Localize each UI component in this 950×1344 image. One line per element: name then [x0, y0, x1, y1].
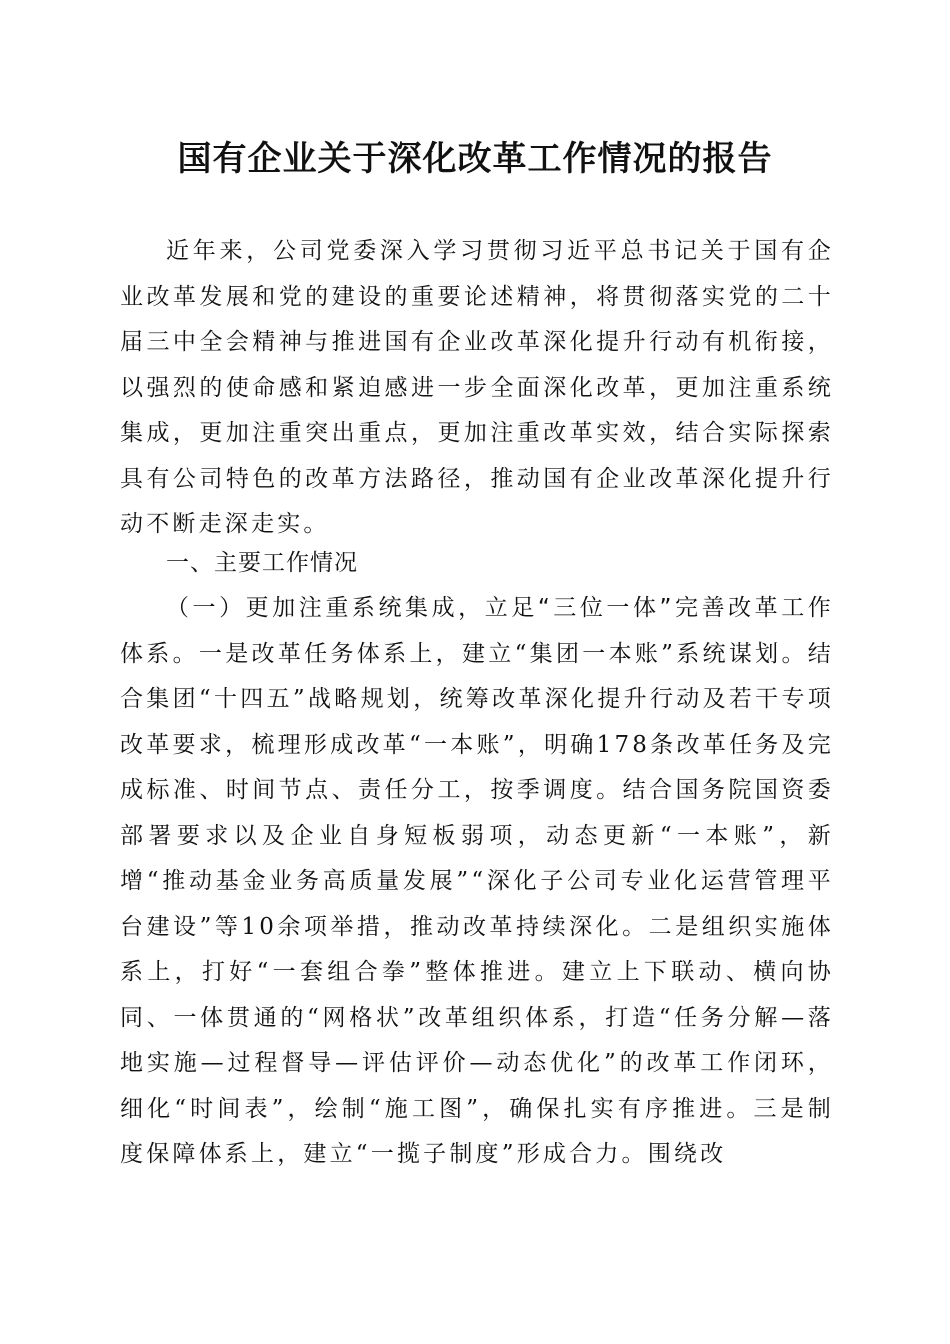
section-paragraph — [120, 586, 834, 1178]
subsection-heading: （一）更加注重系统集成，立足“三位一体”完善改革工作体系。 — [120, 595, 834, 667]
document-title: 国有企业关于深化改革工作情况的报告 — [177, 139, 773, 179]
subsection-body: 一是改革任务体系上，建立“集团一本账”系统谋划。结合集团“十四五”战略规划，统筹改革深化提升行动及若干专项改革要求，梳理形成改革“一本账”，明确178条改革任务及完成标准、时间节点、责任分工，按季调度。结合国务院国资委部署要求以及企业自身短板弱项，动态更新“一本账”，新增“推动基金业务高质量发展”“深化子公司专业化运营管理平台建设”等10余项举措，推动改革持续深化。二是组织实施体系上，打好“一套组合拳”整体推进。建立上下联动、横向协同、一体贯通的“网格状”改革组织体系，打造“任务分解—落地实施—过程督导—评估评价—动态优化”的改革工作闭环，细化“时间表”，绘制“施工图”，确保扎实有序推进。三是制度保障体系上，建立“一揽子制度”形成合力。围绕改 — [120, 640, 834, 1167]
section-heading: 一、主要工作情况 — [166, 550, 358, 576]
intro-paragraph: 近年来，公司党委深入学习贯彻习近平总书记关于国有企业改革发展和党的建设的重要论述精神，将贯彻落实党的二十届三中全会精神与推进国有企业改革深化提升行动有机衔接，以强烈的使命感和紧迫感进一步全面深化改革，更加注重系统集成，更加注重突出重点，更加注重改革实效，结合实际探索具有公司特色的改革方法路径，推动国有企业改革深化提升行动不断走深走实。 — [120, 238, 834, 537]
